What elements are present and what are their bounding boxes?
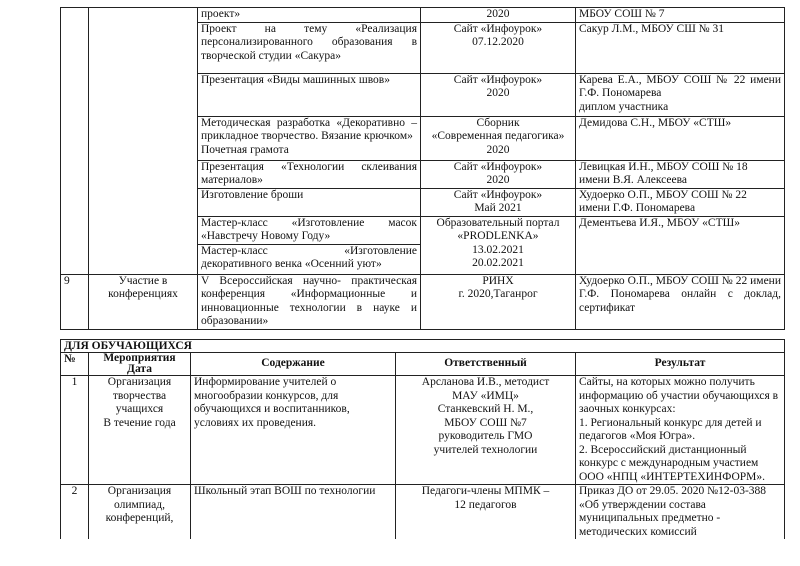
- place-line: Сайт «Инфоурок»: [453, 188, 543, 201]
- place-cell: 2020: [421, 8, 576, 23]
- header-row: [61, 353, 785, 376]
- result-cell: [576, 376, 785, 485]
- place-line: 2020: [486, 174, 510, 186]
- num-cell: 1: [61, 376, 89, 485]
- event-line: Организация: [107, 376, 172, 388]
- author-cell: [576, 160, 785, 188]
- resp-line: Арсланова И.В., методист: [421, 376, 550, 388]
- place-line: 2020: [486, 87, 510, 99]
- author-cell: МБОУ СОШ № 7: [576, 8, 785, 23]
- resp-line: 12 педагогов: [454, 498, 517, 511]
- events-table-teachers: [60, 7, 785, 330]
- section-title: ДЛЯ ОБУЧАЮЩИХСЯ: [61, 340, 785, 353]
- header-line: Мероприятия: [103, 352, 176, 364]
- table-row: [61, 8, 785, 23]
- resp-line: Станкевский Н. М.,: [437, 403, 534, 415]
- content-cell: Мастер-класс «Изготовление масок «Навстречу Новому Году»: [198, 216, 421, 244]
- result-line: 2. Всероссийский дистанционный конкурс с международным участием ООО «НПЦ «ИНТЕРТЕХИНФОРМ».: [579, 443, 766, 483]
- header-num: №: [61, 353, 89, 376]
- event-cell: [89, 8, 198, 275]
- author-line: Худоерко О.П., МБОУ СОШ № 22: [579, 188, 747, 201]
- event-line: Организация: [107, 485, 172, 497]
- place-cell: [421, 73, 576, 116]
- content-cell: проект»: [198, 8, 421, 23]
- num-cell: [61, 8, 89, 275]
- author-line: диплом участника: [579, 100, 669, 113]
- content-cell: Презентация «Технологии склеивания материалов»: [198, 160, 421, 188]
- content-cell: Проект на тему «Реализация персонализированного образования в творческой студии «Сакура»: [198, 22, 421, 73]
- content-cell: Мастер-класс «Изготовление декоративного венка «Осенний уют»: [198, 244, 421, 274]
- result-cell: Приказ ДО от 29.05. 2020 №12-03-388 «Об утверждении состава муниципальных предметно - методических комиссий: [576, 485, 785, 540]
- place-cell: [421, 188, 576, 216]
- author-cell: Худоерко О.П., МБОУ СОШ № 22 имени Г.Ф. Пономарева онлайн с доклад, сертификат: [576, 274, 785, 329]
- header-line: Дата: [127, 363, 152, 375]
- num-cell: 9: [61, 274, 89, 329]
- event-line: учащихся: [115, 403, 164, 415]
- author-line: Левицкая И.Н., МБОУ СОШ № 18: [579, 160, 748, 173]
- author-line: Карева Е.А., МБОУ СОШ № 22 имени Г.Ф. Пономарева: [579, 73, 781, 99]
- place-line: Сборник: [476, 116, 520, 129]
- content-cell: [198, 116, 421, 160]
- author-cell: [576, 188, 785, 216]
- table-row: [61, 376, 785, 485]
- place-line: 13.02.2021: [472, 243, 524, 256]
- author-cell: Сакур Л.М., МБОУ СШ № 31: [576, 22, 785, 73]
- author-line: имени В.Я. Алексеева: [579, 174, 687, 186]
- content-cell: V Всероссийская научно- практическая конференция «Информационные и инновационные технологии в науке и образовании»: [198, 274, 421, 329]
- header-resp: Ответственный: [396, 353, 576, 376]
- header-content: Содержание: [191, 353, 396, 376]
- event-line: конференциях: [108, 288, 178, 300]
- event-line: Участие в: [118, 274, 168, 287]
- place-cell: [421, 160, 576, 188]
- place-line: г. 2020,Таганрог: [458, 288, 538, 300]
- num-cell: 2: [61, 485, 89, 540]
- place-line: Сайт «Инфоурок»: [453, 73, 543, 86]
- place-line: РИНХ: [482, 274, 514, 287]
- header-event: [89, 353, 191, 376]
- table-row: [61, 274, 785, 329]
- author-line: имени Г.Ф. Пономарева: [579, 202, 696, 214]
- author-cell: Демидова С.Н., МБОУ «СТШ»: [576, 116, 785, 160]
- place-line: Образовательный портал: [436, 216, 560, 229]
- place-cell: [421, 22, 576, 73]
- place-line: Сайт «Инфоурок»: [453, 22, 543, 35]
- content-cell: Изготовление броши: [198, 188, 421, 216]
- result-line: 1. Региональный конкурс для детей и педагогов «Моя Югра».: [579, 416, 762, 442]
- header-result: Результат: [576, 353, 785, 376]
- content-cell: Информирование учителей о многообразии конкурсов, для обучающихся и воспитанников, условиях их проведения.: [191, 376, 396, 485]
- place-line: Май 2021: [474, 202, 522, 214]
- event-cell: [89, 376, 191, 485]
- place-line: 07.12.2020: [472, 36, 524, 48]
- event-cell: [89, 485, 191, 540]
- resp-line: руководитель ГМО: [438, 430, 533, 442]
- event-line: творчества: [112, 389, 167, 402]
- events-table-students: [60, 339, 785, 539]
- content-cell: Презентация «Виды машинных швов»: [198, 73, 421, 116]
- resp-line: МАУ «ИМЦ»: [452, 389, 519, 402]
- event-line: В течение года: [103, 416, 176, 429]
- table-row: [61, 485, 785, 540]
- event-line: олимпиад,: [114, 498, 165, 511]
- event-cell: [89, 274, 198, 329]
- result-line: Сайты, на которых можно получить информацию об участии обучающихся в заочных конкурсах:: [579, 376, 779, 415]
- content-line: Методическая разработка «Декоративно – прикладное творчество. Вязание крючком»: [201, 116, 417, 142]
- place-line: «PRODLENKA»: [457, 230, 539, 242]
- resp-line: МБОУ СОШ №7: [444, 416, 527, 429]
- content-line: Почетная грамота: [201, 143, 289, 156]
- author-cell: Дементьева И.Я., МБОУ «СТШ»: [576, 216, 785, 274]
- place-line: 2020: [486, 143, 510, 156]
- place-line: Сайт «Инфоурок»: [453, 160, 543, 173]
- place-line: 20.02.2021: [472, 257, 524, 269]
- place-cell: [421, 216, 576, 274]
- place-cell: [421, 274, 576, 329]
- table-title-row: [61, 340, 785, 353]
- resp-cell: [396, 485, 576, 540]
- event-line: конференций,: [105, 512, 174, 524]
- content-cell: Школьный этап ВОШ по технологии: [191, 485, 396, 540]
- place-cell: [421, 116, 576, 160]
- author-cell: [576, 73, 785, 116]
- resp-line: Педагоги-члены МПМК –: [421, 485, 550, 497]
- place-line: «Современная педагогика»: [431, 130, 565, 142]
- resp-cell: [396, 376, 576, 485]
- resp-line: учителей технологии: [433, 443, 538, 456]
